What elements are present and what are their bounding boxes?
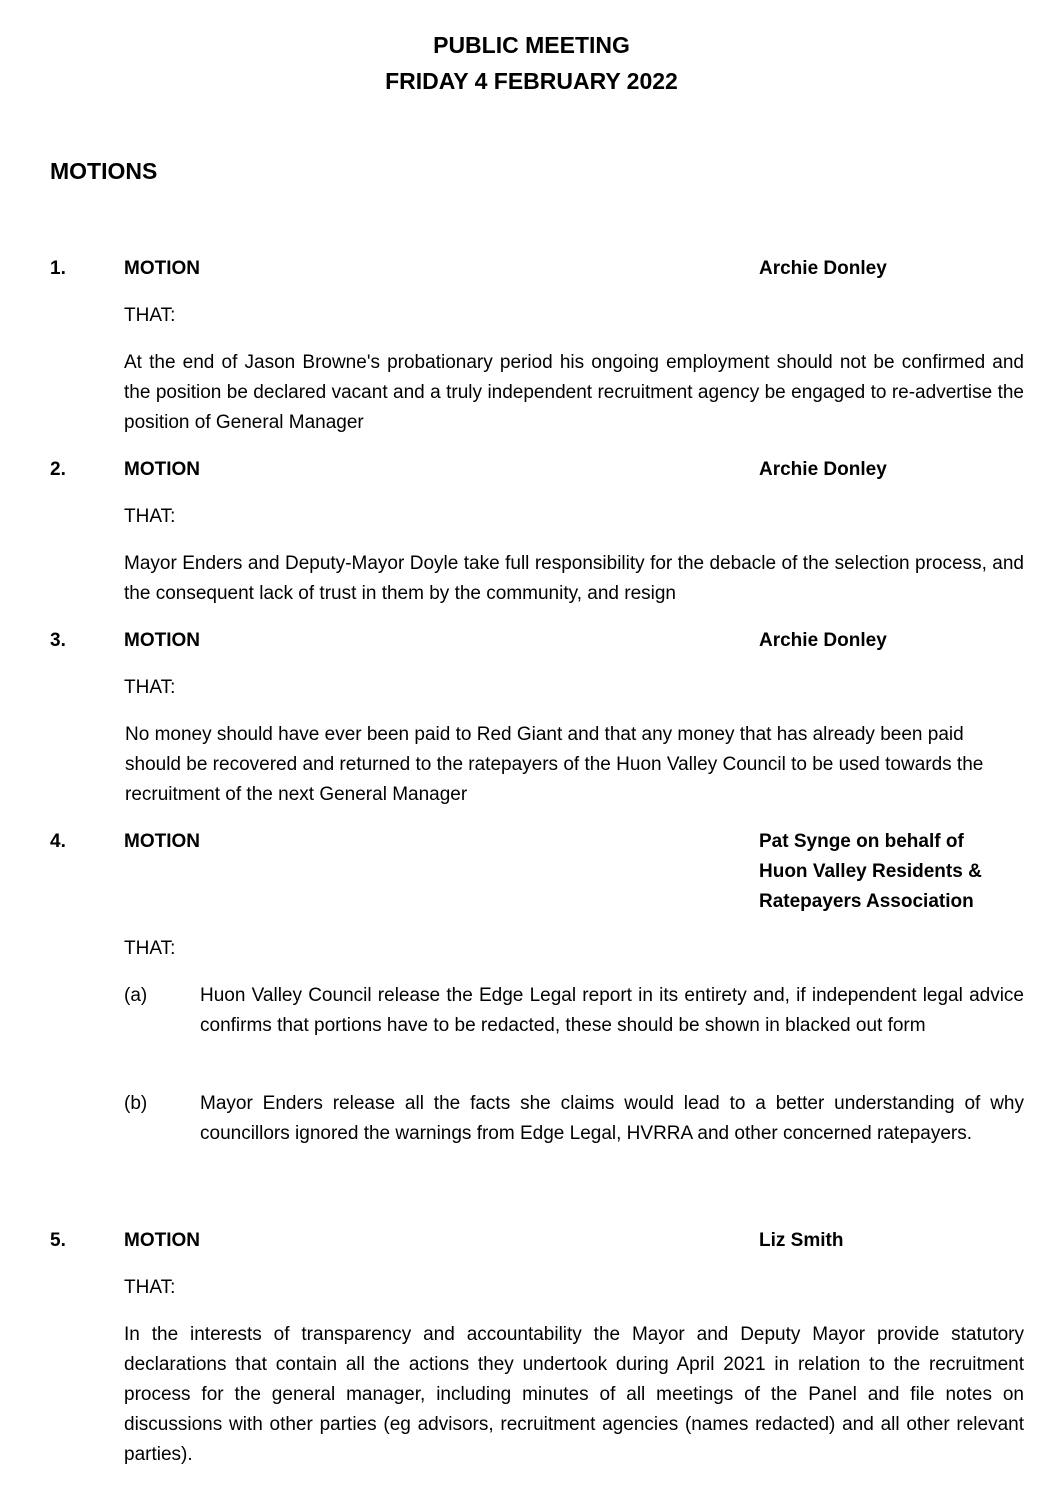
motion-label: MOTION	[124, 831, 200, 852]
mover-line: Archie Donley	[759, 258, 887, 279]
motion-number: 5.	[50, 1230, 66, 1251]
motion-label: MOTION	[124, 1230, 200, 1251]
meeting-title: PUBLIC MEETING	[433, 32, 630, 58]
motion-text: No money should have ever been paid to Red Giant and that any money that has already been paid should be recovered and returned to the ratepayers of the Huon Valley Council to be used towards the recruitment of the next General Manager	[125, 724, 984, 805]
mover-line: Archie Donley	[759, 630, 887, 651]
meeting-date: FRIDAY 4 FEBRUARY 2022	[385, 68, 678, 94]
mover-line: Archie Donley	[759, 459, 887, 480]
motion-text: Mayor Enders and Deputy-Mayor Doyle take full responsibility for the debacle of the selection process, and the consequent lack of trust in them by the community, and resign	[124, 553, 1024, 604]
motion-that: THAT:	[124, 938, 176, 959]
motion-number: 4.	[50, 831, 66, 852]
sub-item-label: (b)	[124, 1093, 148, 1114]
motion-number: 2.	[50, 459, 66, 480]
motion-number: 1.	[50, 258, 66, 279]
motion-that: THAT:	[124, 677, 176, 698]
motion-label: MOTION	[124, 258, 200, 279]
motion-label: MOTION	[124, 459, 200, 480]
motion-that: THAT:	[124, 305, 176, 326]
motion-mover	[759, 455, 1019, 485]
sub-item-text: Huon Valley Council release the Edge Legal report in its entirety and, if independent legal advice confirms that portions have to be redacted, these should be shown in blacked out form	[200, 985, 1024, 1036]
motion-mover	[759, 254, 1019, 284]
sub-item-text: Mayor Enders release all the facts she claims would lead to a better understanding of why councillors ignored the warnings from Edge Legal, HVRRA and other concerned ratepayers.	[200, 1093, 1024, 1144]
mover-line: Pat Synge on behalf of	[759, 831, 964, 852]
motion-that: THAT:	[124, 1277, 176, 1298]
sub-item-label: (a)	[124, 985, 148, 1006]
motion-mover	[759, 626, 1019, 656]
motion-mover	[759, 1226, 1019, 1256]
motion-text: In the interests of transparency and accountability the Mayor and Deputy Mayor provide statutory declarations that contain all the actions they undertook during April 2021 in relation to the recruitment process for the general manager, including minutes of all meetings of the Panel and file notes on discussions with other parties (eg advisors, recruitment agencies (names redacted) and all other relevant parties).	[124, 1324, 1024, 1465]
motion-label: MOTION	[124, 630, 200, 651]
mover-line: Huon Valley Residents &	[759, 861, 982, 882]
mover-line: Liz Smith	[759, 1230, 844, 1251]
motion-that: THAT:	[124, 506, 176, 527]
section-heading: MOTIONS	[50, 158, 158, 184]
motion-text: At the end of Jason Browne's probationary period his ongoing employment should not be confirmed and the position be declared vacant and a truly independent recruitment agency be engaged to re-advertise the position of General Manager	[124, 352, 1024, 433]
motion-number: 3.	[50, 630, 66, 651]
mover-line: Ratepayers Association	[759, 891, 974, 912]
motion-mover	[759, 827, 1019, 917]
